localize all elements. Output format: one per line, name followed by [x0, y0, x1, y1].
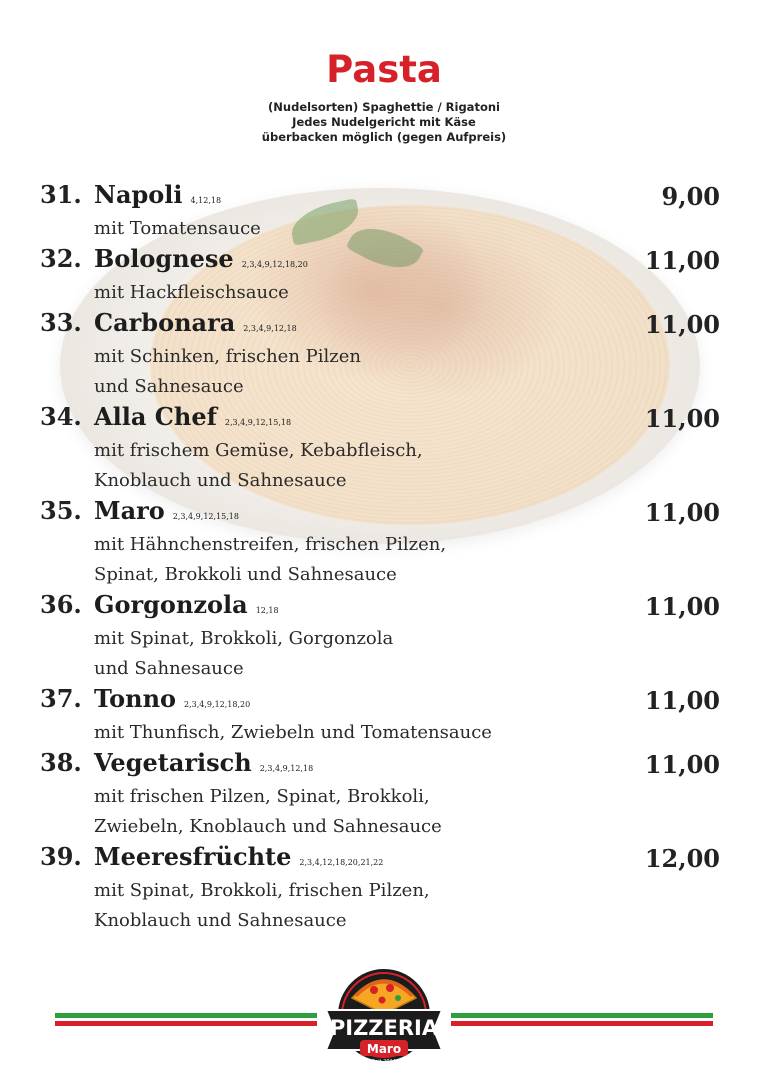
menu-item — [40, 684, 730, 748]
item-number: 39. — [40, 842, 82, 871]
item-price: 11,00 — [644, 246, 720, 275]
item-description: Spinat, Brokkoli und Sahnesauce — [94, 564, 397, 585]
item-name: Alla Chef — [94, 402, 217, 431]
item-description: mit Tomatensauce — [94, 218, 261, 239]
menu-item — [40, 590, 730, 684]
logo-name-text: Maro — [366, 1042, 402, 1056]
item-description: mit Hähnchenstreifen, frischen Pilzen, — [94, 534, 447, 555]
subtitle-line: Jedes Nudelgericht mit Käse — [292, 115, 476, 129]
item-number: 37. — [40, 684, 82, 713]
item-allergens: 2,3,4,9,12,18,20 — [184, 700, 251, 709]
item-price: 11,00 — [644, 498, 720, 527]
page-title: Pasta — [326, 48, 442, 91]
item-price: 11,00 — [644, 404, 720, 433]
item-number: 32. — [40, 244, 82, 273]
menu-item — [40, 308, 730, 402]
item-description: Knoblauch und Sahnesauce — [94, 470, 347, 491]
item-price: 11,00 — [644, 686, 720, 715]
logo-brand-text: PIZZERIA — [329, 1016, 439, 1040]
item-description: mit Schinken, frischen Pilzen — [94, 346, 361, 367]
subtitle-line: überbacken möglich (gegen Aufpreis) — [261, 130, 507, 144]
item-number: 33. — [40, 308, 82, 337]
item-allergens: 4,12,18 — [190, 196, 222, 205]
item-allergens: 2,3,4,9,12,18 — [243, 324, 297, 333]
item-description: mit frischen Pilzen, Spinat, Brokkoli, — [94, 786, 430, 807]
subtitle-line: (Nudelsorten) Spaghettie / Rigatoni — [268, 100, 500, 114]
item-allergens: 2,3,4,9,12,18,20 — [241, 260, 308, 269]
item-description: mit Hackfleischsauce — [94, 282, 289, 303]
italian-flag-stripes-right — [451, 1013, 713, 1029]
item-name: Gorgonzola — [94, 590, 248, 619]
menu-item — [40, 244, 730, 308]
item-description: mit Spinat, Brokkoli, Gorgonzola — [94, 628, 394, 649]
logo-since-text: Seit 2014 — [372, 1059, 396, 1065]
item-price: 11,00 — [644, 750, 720, 779]
item-price: 9,00 — [661, 182, 720, 211]
item-description: mit Thunfisch, Zwiebeln und Tomatensauce — [94, 722, 492, 743]
item-description: Knoblauch und Sahnesauce — [94, 910, 347, 931]
item-name: Meeresfrüchte — [94, 842, 292, 871]
item-allergens: 2,3,4,12,18,20,21,22 — [299, 858, 384, 867]
menu-header — [0, 48, 768, 145]
footer — [0, 960, 768, 1070]
item-description: mit frischem Gemüse, Kebabfleisch, — [94, 440, 423, 461]
item-number: 36. — [40, 590, 82, 619]
item-description: und Sahnesauce — [94, 376, 244, 397]
logo-graphic — [322, 960, 446, 1068]
menu-item — [40, 842, 730, 936]
item-name: Maro — [94, 496, 165, 525]
item-description: mit Spinat, Brokkoli, frischen Pilzen, — [94, 880, 430, 901]
item-number: 38. — [40, 748, 82, 777]
pizzeria-logo — [322, 960, 446, 1068]
menu-item — [40, 180, 730, 244]
item-allergens: 2,3,4,9,12,15,18 — [172, 512, 239, 521]
item-name: Vegetarisch — [94, 748, 252, 777]
menu-item — [40, 748, 730, 842]
menu-list — [40, 180, 730, 936]
item-name: Bolognese — [94, 244, 234, 273]
item-price: 12,00 — [644, 844, 720, 873]
item-allergens: 2,3,4,9,12,18 — [259, 764, 314, 773]
item-description: und Sahnesauce — [94, 658, 244, 679]
menu-item — [40, 402, 730, 496]
italian-flag-stripes-left — [55, 1013, 317, 1029]
item-allergens: 12,18 — [255, 606, 279, 615]
item-name: Carbonara — [94, 308, 236, 337]
item-allergens: 2,3,4,9,12,15,18 — [224, 418, 292, 427]
item-price: 11,00 — [644, 592, 720, 621]
item-description: Zwiebeln, Knoblauch und Sahnesauce — [94, 816, 442, 837]
menu-item — [40, 496, 730, 590]
item-name: Napoli — [94, 180, 183, 209]
item-number: 35. — [40, 496, 82, 525]
item-number: 31. — [40, 180, 82, 209]
item-number: 34. — [40, 402, 82, 431]
item-name: Tonno — [94, 684, 177, 713]
item-price: 11,00 — [644, 310, 720, 339]
